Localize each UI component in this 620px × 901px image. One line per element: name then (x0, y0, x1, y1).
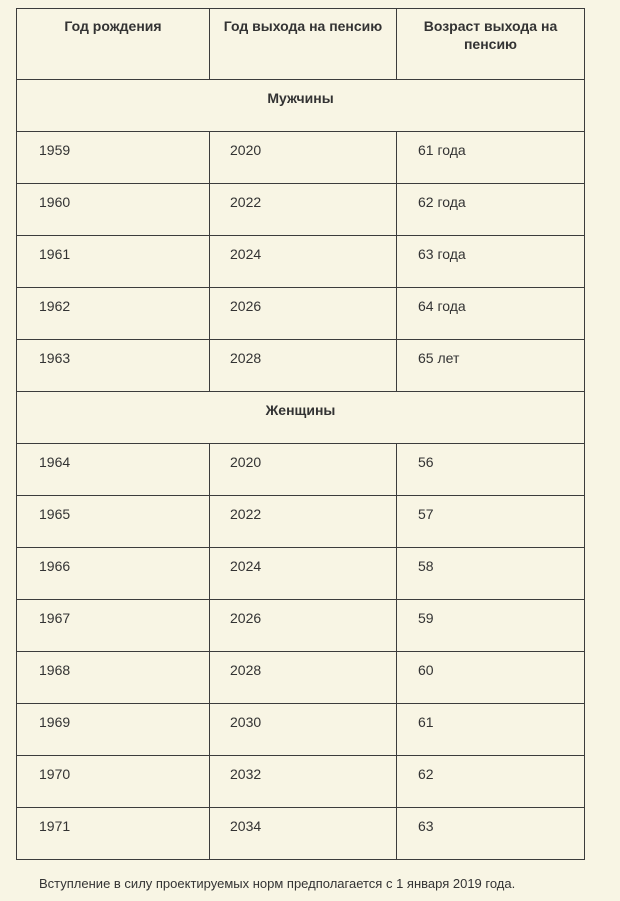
cell-retirement-year: 2020 (210, 444, 397, 496)
cell-birth-year: 1959 (17, 132, 210, 184)
table-row (17, 600, 585, 652)
cell-retirement-age: 64 года (397, 288, 585, 340)
table-row (17, 184, 585, 236)
cell-birth-year: 1966 (17, 548, 210, 600)
table-row (17, 236, 585, 288)
content-wrapper (16, 8, 584, 860)
footnote: Вступление в силу проектируемых норм предполагается с 1 января 2019 года. (39, 876, 516, 891)
cell-retirement-age: 59 (397, 600, 585, 652)
header-row (17, 9, 585, 80)
cell-birth-year: 1961 (17, 236, 210, 288)
cell-birth-year: 1963 (17, 340, 210, 392)
cell-birth-year: 1968 (17, 652, 210, 704)
section-row (17, 392, 585, 444)
cell-retirement-year: 2022 (210, 496, 397, 548)
cell-retirement-year: 2024 (210, 236, 397, 288)
table-row (17, 132, 585, 184)
cell-retirement-year: 2030 (210, 704, 397, 756)
table-row (17, 340, 585, 392)
cell-retirement-age: 62 года (397, 184, 585, 236)
cell-birth-year: 1962 (17, 288, 210, 340)
table-row (17, 704, 585, 756)
cell-birth-year: 1969 (17, 704, 210, 756)
section-row (17, 80, 585, 132)
cell-birth-year: 1967 (17, 600, 210, 652)
cell-retirement-year: 2026 (210, 600, 397, 652)
table-row (17, 652, 585, 704)
table-row (17, 444, 585, 496)
table-body (17, 80, 585, 860)
cell-birth-year: 1964 (17, 444, 210, 496)
cell-retirement-age: 60 (397, 652, 585, 704)
cell-retirement-year: 2028 (210, 340, 397, 392)
section-title: Женщины (17, 392, 585, 444)
cell-birth-year: 1971 (17, 808, 210, 860)
cell-retirement-age: 65 лет (397, 340, 585, 392)
cell-retirement-age: 62 (397, 756, 585, 808)
cell-retirement-year: 2020 (210, 132, 397, 184)
cell-retirement-age: 57 (397, 496, 585, 548)
retirement-table (16, 8, 585, 860)
cell-retirement-year: 2026 (210, 288, 397, 340)
cell-retirement-age: 56 (397, 444, 585, 496)
table-row (17, 548, 585, 600)
header-retirement-age: Возраст выхода на пенсию (397, 9, 585, 80)
table-row (17, 808, 585, 860)
cell-retirement-year: 2022 (210, 184, 397, 236)
cell-retirement-year: 2028 (210, 652, 397, 704)
cell-retirement-age: 61 (397, 704, 585, 756)
cell-birth-year: 1960 (17, 184, 210, 236)
table-row (17, 756, 585, 808)
cell-birth-year: 1970 (17, 756, 210, 808)
table-row (17, 496, 585, 548)
cell-retirement-age: 58 (397, 548, 585, 600)
table-row (17, 288, 585, 340)
cell-retirement-age: 61 года (397, 132, 585, 184)
header-retirement-year: Год выхода на пенсию (210, 9, 397, 80)
cell-retirement-year: 2032 (210, 756, 397, 808)
cell-birth-year: 1965 (17, 496, 210, 548)
cell-retirement-year: 2024 (210, 548, 397, 600)
cell-retirement-year: 2034 (210, 808, 397, 860)
cell-retirement-age: 63 (397, 808, 585, 860)
header-birth-year: Год рождения (17, 9, 210, 80)
section-title: Мужчины (17, 80, 585, 132)
cell-retirement-age: 63 года (397, 236, 585, 288)
